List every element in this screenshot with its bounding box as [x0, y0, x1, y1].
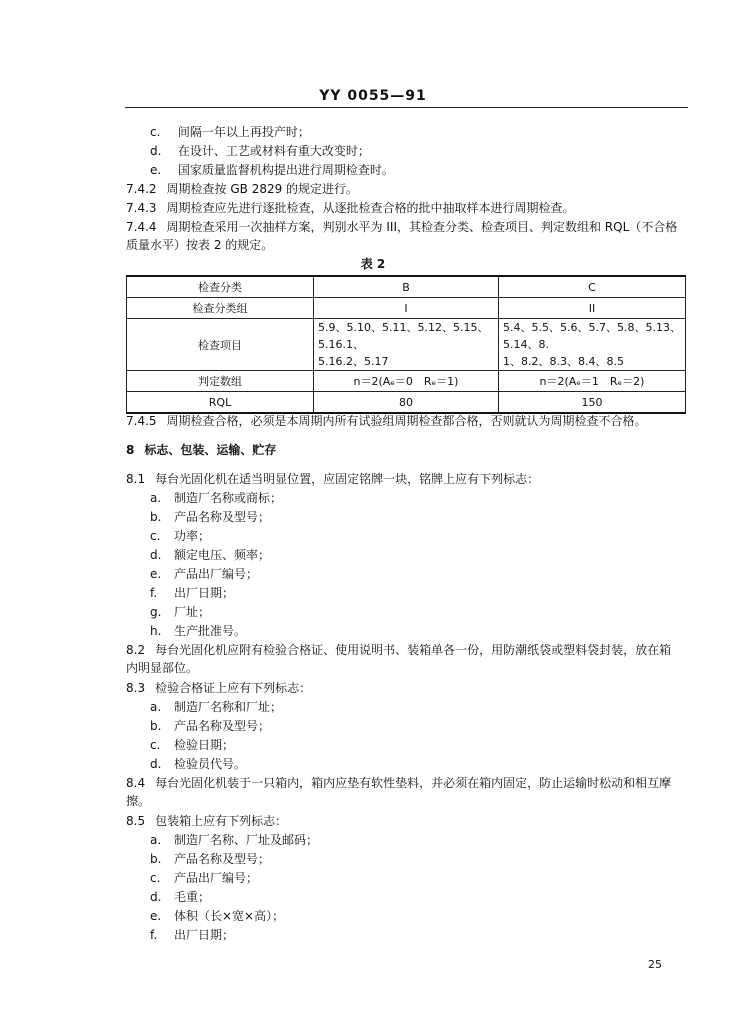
- list-item: [150, 833, 318, 847]
- item-label: d.: [150, 548, 162, 562]
- item-label: d.: [150, 757, 162, 771]
- header-rule: [125, 107, 688, 108]
- cell-line: 5.4、5.5、5.6、5.7、5.8、5.13、5.14、8.: [503, 321, 681, 351]
- list-item: [150, 548, 270, 562]
- item-label: e.: [150, 567, 162, 581]
- item-text: 生产批准号。: [174, 624, 247, 638]
- clause-7-4-5: [126, 414, 647, 428]
- list-item: [150, 567, 258, 581]
- item-label: c.: [150, 125, 161, 139]
- clause-number: 8.2: [126, 643, 146, 657]
- section-8-heading: [126, 443, 276, 457]
- clause-number: 7.4.2: [126, 182, 157, 196]
- item-label: b.: [150, 719, 162, 733]
- clause-text: 周期检查合格，必须是本周期内所有试验组周期检查都合格，否则就认为周期检查不合格。: [166, 414, 647, 428]
- item-label: c.: [150, 529, 161, 543]
- list-item: [150, 586, 234, 600]
- section-title: 标志、包装、运输、贮存: [144, 443, 277, 457]
- item-text: 制造厂名称、厂址及邮码；: [174, 833, 319, 847]
- clause-8-5: [126, 814, 287, 828]
- table-cell: [499, 319, 686, 371]
- item-label: e.: [150, 163, 162, 177]
- clause-number: 8.5: [126, 814, 146, 828]
- table-cell: II: [499, 298, 686, 319]
- list-item: [150, 163, 394, 177]
- list-item: [150, 624, 246, 638]
- item-label: b.: [150, 852, 162, 866]
- item-text: 厂址；: [174, 605, 211, 619]
- item-text: 间隔一年以上再投产时；: [177, 125, 310, 139]
- item-text: 国家质量监督机构提出进行周期检查时。: [177, 163, 394, 177]
- clause-number: 8.1: [126, 472, 146, 486]
- list-item: [150, 909, 284, 923]
- clause-8-4: [126, 776, 671, 790]
- clause-7-4-3: [126, 201, 575, 215]
- clause-text: 检验合格证上应有下列标志：: [155, 681, 312, 695]
- list-item: [150, 738, 234, 752]
- item-label: c.: [150, 871, 161, 885]
- table-cell: 检查项目: [127, 319, 314, 371]
- table-cell: 检查分类组: [127, 298, 314, 319]
- item-label: f.: [150, 586, 158, 600]
- inspection-table: [126, 275, 686, 414]
- item-label: h.: [150, 624, 162, 638]
- list-item: [150, 144, 370, 158]
- list-item: [150, 510, 270, 524]
- table-cell: [314, 319, 499, 371]
- standard-code-header: YY 0055—91: [319, 88, 427, 104]
- item-text: 出厂日期；: [174, 928, 235, 942]
- table-row: [127, 276, 686, 298]
- item-text: 出厂日期；: [174, 586, 235, 600]
- clause-8-2: [126, 643, 671, 657]
- item-text: 产品出厂编号；: [174, 871, 259, 885]
- item-text: 产品出厂编号；: [174, 567, 259, 581]
- clause-number: 8.3: [126, 681, 146, 695]
- table-cell: C: [499, 276, 686, 298]
- clause-number: 7.4.4: [126, 220, 157, 234]
- list-item: [150, 928, 234, 942]
- list-item: [150, 852, 270, 866]
- clause-8-3: [126, 681, 311, 695]
- table-cell: 判定数组: [127, 371, 314, 392]
- clause-text: 周期检查采用一次抽样方案，判别水平为 III，其检查分类、检查项目、判定数组和 RQL（不合格: [166, 220, 678, 234]
- item-label: b.: [150, 510, 162, 524]
- list-item: [150, 871, 258, 885]
- list-item: [150, 605, 210, 619]
- item-text: 功率；: [174, 529, 211, 543]
- item-label: c.: [150, 738, 161, 752]
- cell-line: 5.16.2、5.17: [318, 355, 389, 368]
- table-cell: n＝2(Aₑ＝1 Rₑ＝2): [499, 371, 686, 392]
- item-label: d.: [150, 890, 162, 904]
- table-cell: 80: [314, 392, 499, 414]
- clause-7-4-4: [126, 220, 677, 234]
- item-label: f.: [150, 928, 158, 942]
- item-text: 在设计、工艺或材料有重大改变时；: [177, 144, 370, 158]
- item-text: 检验员代号。: [174, 757, 247, 771]
- item-text: 检验日期；: [174, 738, 235, 752]
- table-title: 表 2: [360, 257, 386, 271]
- clause-number: 8.4: [126, 776, 146, 790]
- item-label: a.: [150, 700, 162, 714]
- item-text: 制造厂名称或商标；: [174, 491, 283, 505]
- item-label: d.: [150, 144, 162, 158]
- table-row: [127, 371, 686, 392]
- item-text: 毛重；: [174, 890, 211, 904]
- item-text: 产品名称及型号；: [174, 852, 271, 866]
- item-text: 产品名称及型号；: [174, 719, 271, 733]
- item-label: g.: [150, 605, 162, 619]
- list-item: [150, 890, 210, 904]
- item-label: e.: [150, 909, 162, 923]
- clause-text: 周期检查应先进行逐批检查，从逐批检查合格的批中抽取样本进行周期检查。: [166, 201, 575, 215]
- table-cell: RQL: [127, 392, 314, 414]
- page-number: 25: [648, 958, 662, 971]
- table-row: [127, 298, 686, 319]
- table-row: [127, 319, 686, 371]
- item-label: a.: [150, 833, 162, 847]
- clause-7-4-4-cont: 质量水平）按表 2 的规定。: [126, 238, 274, 252]
- table-cell: B: [314, 276, 499, 298]
- table-cell: 检查分类: [127, 276, 314, 298]
- item-text: 体积（长×宽×高）；: [174, 909, 285, 923]
- list-item: [150, 700, 282, 714]
- clause-text: 每台光固化机应附有检验合格证、使用说明书、装箱单各一份，用防潮纸袋或塑料袋封装，放在箱: [155, 643, 672, 657]
- item-text: 制造厂名称和厂址；: [174, 700, 283, 714]
- cell-line: 5.9、5.10、5.11、5.12、5.15、5.16.1、: [318, 321, 489, 351]
- section-number: 8: [126, 443, 135, 457]
- cell-line: 1、8.2、8.3、8.4、8.5: [503, 355, 624, 368]
- table-cell: 150: [499, 392, 686, 414]
- clause-8-4-cont: 擦。: [126, 794, 151, 808]
- item-text: 产品名称及型号；: [174, 510, 271, 524]
- table-row: [127, 392, 686, 414]
- clause-text: 每台光固化机装于一只箱内，箱内应垫有软性垫料，并必须在箱内固定，防止运输时松动和相互摩: [155, 776, 672, 790]
- clause-number: 7.4.5: [126, 414, 157, 428]
- table-cell: I: [314, 298, 499, 319]
- clause-text: 周期检查按 GB 2829 的规定进行。: [166, 182, 359, 196]
- clause-text: 每台光固化机在适当明显位置，应固定铭牌一块，铭牌上应有下列标志：: [155, 472, 540, 486]
- list-item: [150, 125, 310, 139]
- clause-8-1: [126, 472, 539, 486]
- clause-8-2-cont: 内明显部位。: [126, 661, 199, 675]
- list-item: [150, 529, 210, 543]
- item-label: a.: [150, 491, 162, 505]
- list-item: [150, 757, 246, 771]
- clause-number: 7.4.3: [126, 201, 157, 215]
- clause-7-4-2: [126, 182, 358, 196]
- clause-text: 包装箱上应有下列标志：: [155, 814, 288, 828]
- item-text: 额定电压、频率；: [174, 548, 271, 562]
- table-cell: n＝2(Aₑ＝0 Rₑ＝1): [314, 371, 499, 392]
- list-item: [150, 719, 270, 733]
- list-item: [150, 491, 282, 505]
